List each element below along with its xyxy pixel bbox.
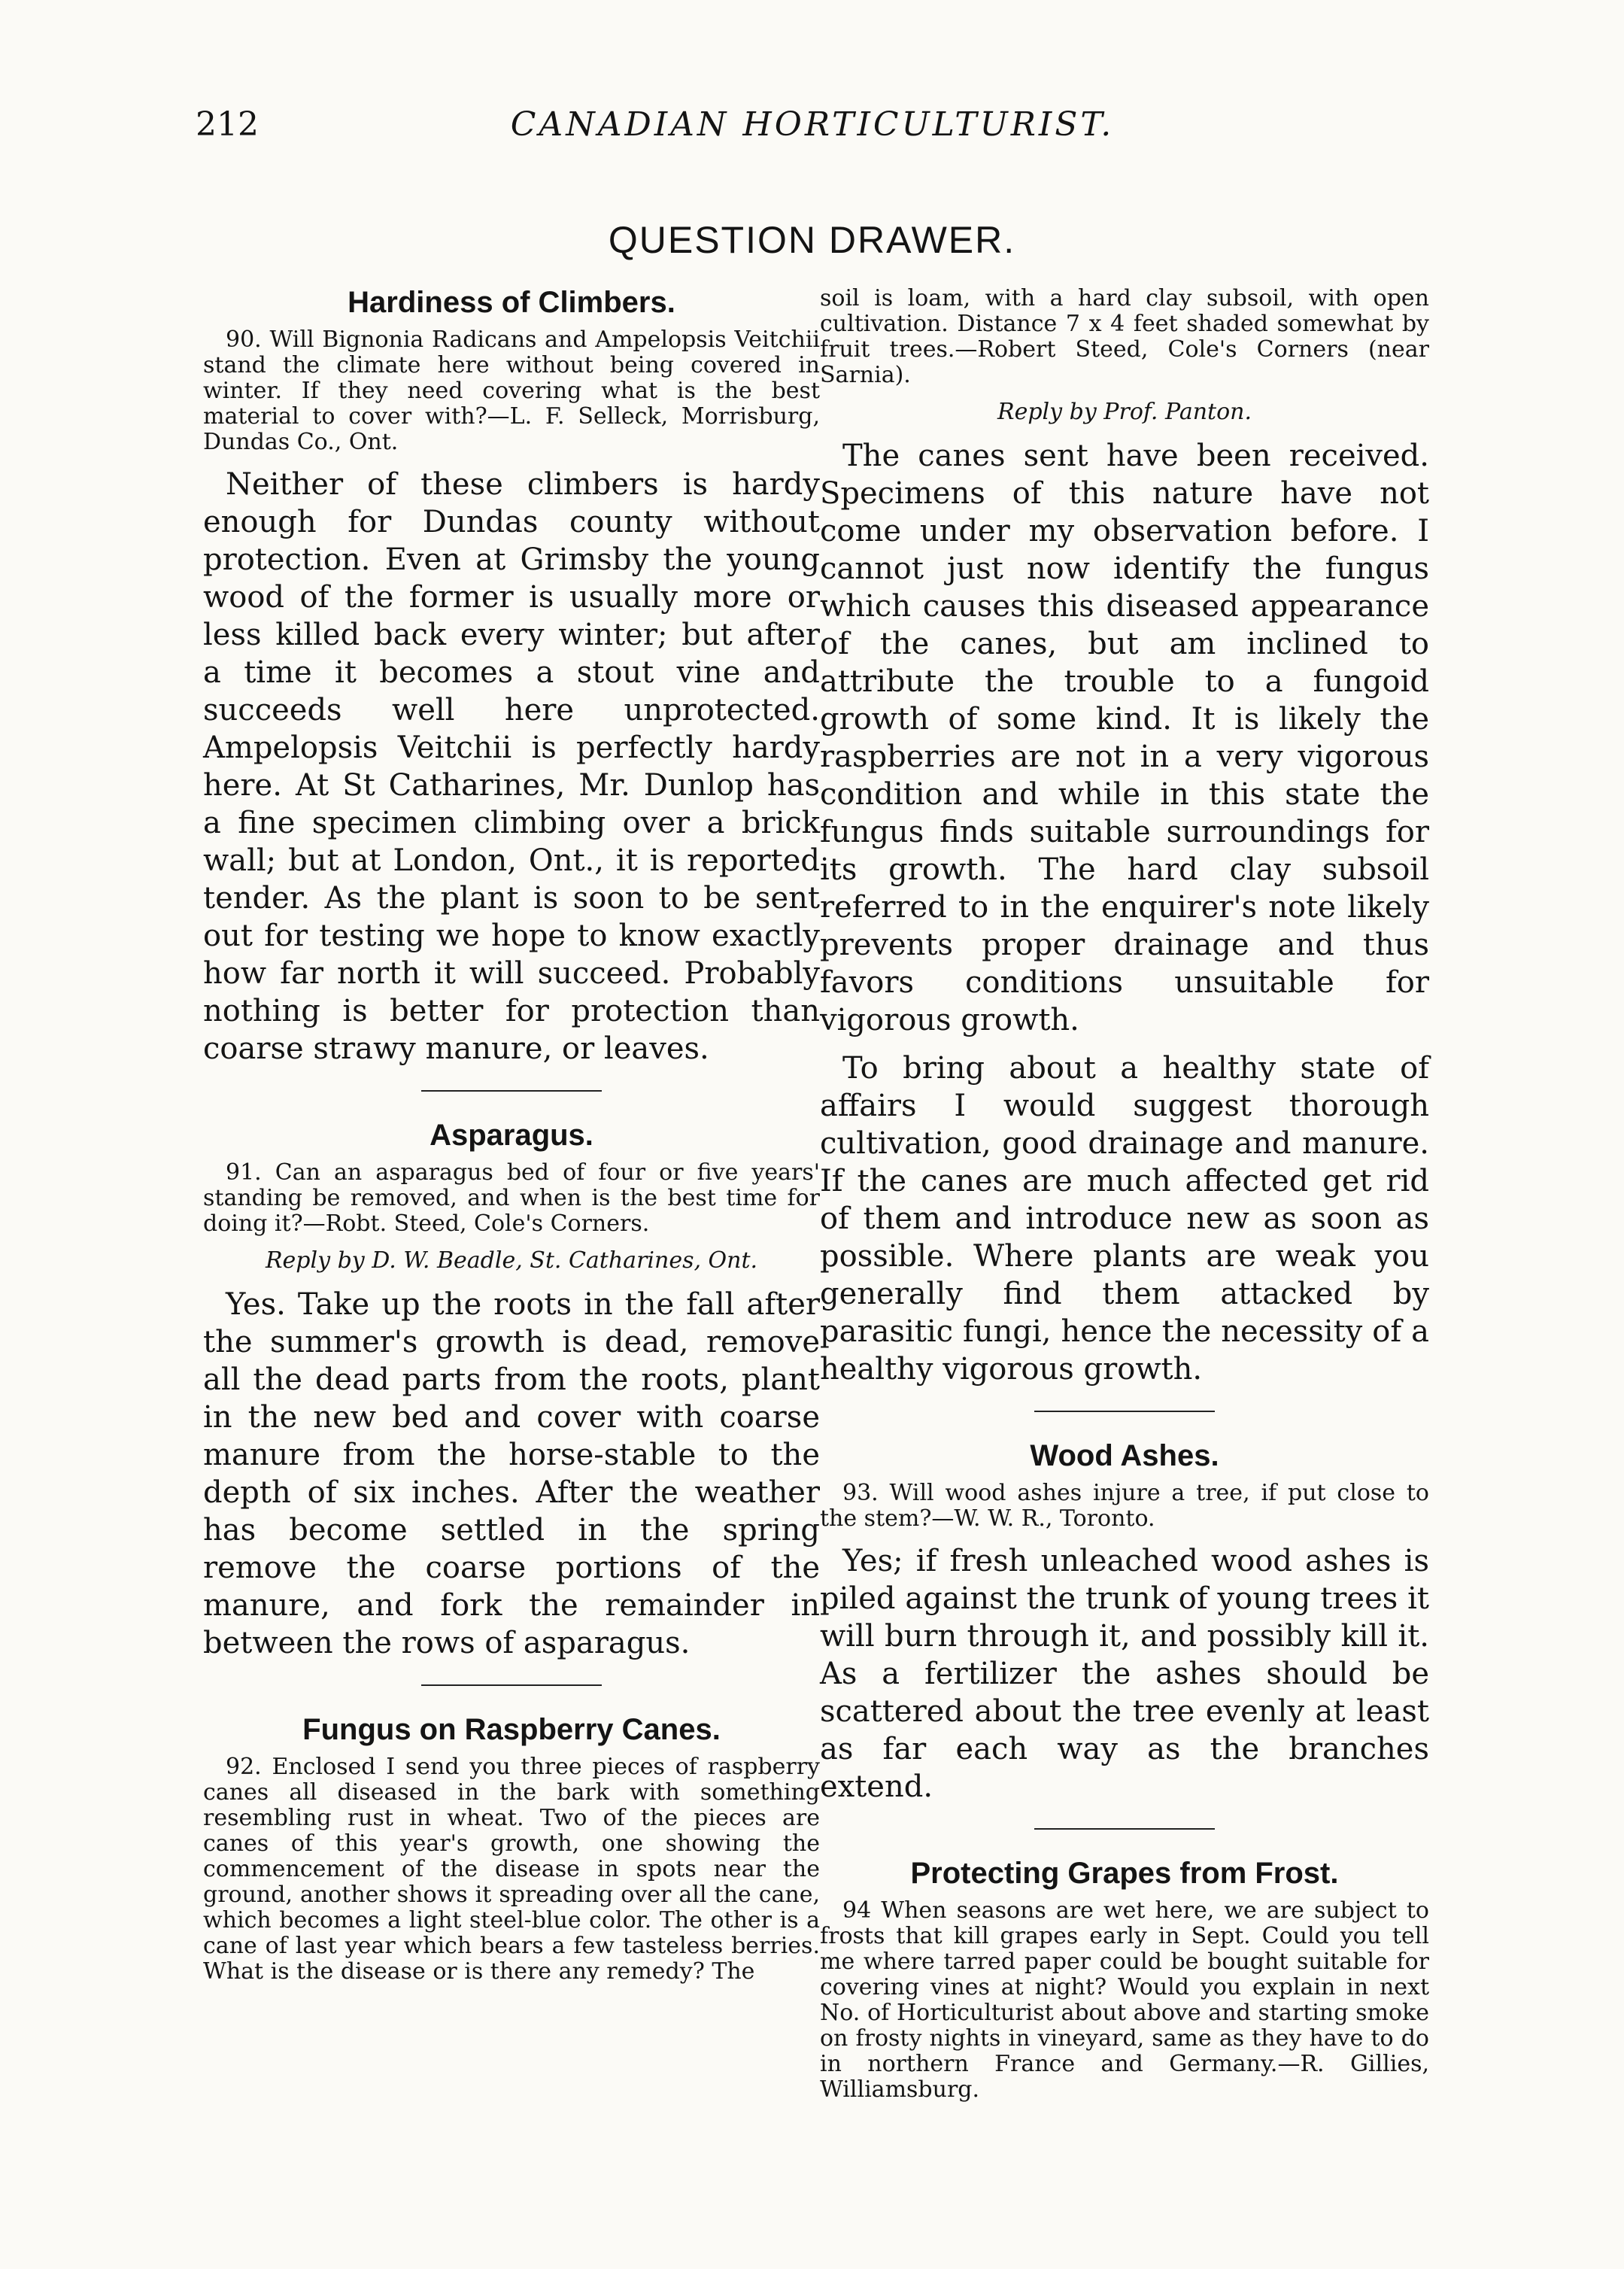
query-90: 90. Will Bignonia Radicans and Ampelopsis Veitchii stand the climate here without being covered in winter. If they need covering what is the best material to cover with?—L. F. Selleck, Morrisburg, Dundas Co., Ont. [203, 327, 820, 455]
section-title: QUESTION DRAWER. [608, 219, 1016, 261]
query-91: 91. Can an asparagus bed of four or five years' standing be removed, and when is the best time for doing it?—Robt. Steed, Cole's Corners. [203, 1159, 820, 1237]
page-number: 212 [196, 105, 259, 144]
heading-climbers: Hardiness of Climbers. [348, 286, 675, 319]
answer-91: Yes. Take up the roots in the fall after the summer's growth is dead, remove all the dead parts from the roots, plant in the new bed and cover with coarse manure from the horse-stable to the depth of six inches. After the weather has become settled in the spring remove the coarse portions of the manure, and fork the remainder in between the rows of asparagus. [203, 1287, 820, 1660]
answer-93: Yes; if fresh unleached wood ashes is piled against the trunk of young trees it will burn through it, and possibly kill it. As a fertilizer the ashes should be scattered about the tree evenly at least as far each way as the branches extend. [820, 1544, 1429, 1804]
divider [421, 1090, 602, 1092]
answer-92-para1: The canes sent have been received. Specimens of this nature have not come under my observation before. I cannot just now identify the fungus which causes this diseased appearance of the canes, but am inclined to attribute the trouble to a fungoid growth of some kind. It is likely the raspberries are not in a very vigorous condition and while in this state the fungus finds suitable surroundings for its growth. The hard clay subsoil referred to in the enquirer's note likely prevents proper drainage and thus favors conditions unsuitable for vigorous growth. [820, 439, 1429, 1037]
heading-asparagus: Asparagus. [430, 1119, 593, 1152]
heading-wood-ashes: Wood Ashes. [1030, 1439, 1219, 1472]
query-94: 94 When seasons are wet here, we are subject to frosts that kill grapes early in Sept. Could you tell me where tarred paper could be bought suitable for covering vines at night? Would you explain in next No. of Horticulturist about above and starting smoke on frosty nights in vineyard, same as they have to do in northern France and Germany.—R. Gillies, Williamsburg. [820, 1897, 1429, 2103]
divider [1034, 1828, 1215, 1830]
running-head: CANADIAN HORTICULTURIST. [510, 105, 1115, 144]
query-92-part2: soil is loam, with a hard clay subsoil, with open cultivation. Distance 7 x 4 feet shaded somewhat by fruit trees.—Robert Steed, Cole's Corners (near Sarnia). [820, 285, 1429, 388]
query-92-part1: 92. Enclosed I send you three pieces of raspberry canes all diseased in the bark with something resembling rust in wheat. Two of the pieces are canes of this year's growth, one showing the commencement of the disease in spots near the ground, another shows it spreading over all the cane, which becomes a light steel-blue color. The other is a cane of last year which bears a few tasteless berries. What is the disease or is there any remedy? The [203, 1754, 820, 1985]
query-93: 93. Will wood ashes injure a tree, if put close to the stem?—W. W. R., Toronto. [820, 1480, 1429, 1532]
answer-90: Neither of these climbers is hardy enough for Dundas county without protection. Even at Grimsby the young wood of the former is usually more or less killed back every winter; but after a time it becomes a stout vine and succeeds well here unprotected. Ampelopsis Veitchii is perfectly hardy here. At St Catharines, Mr. Dunlop has a fine specimen climbing over a brick wall; but at London, Ont., it is reported tender. As the plant is soon to be sent out for testing we hope to know exactly how far north it will succeed. Probably nothing is better for protection than coarse strawy manure, or leaves. [203, 467, 820, 1066]
answer-92-para2: To bring about a healthy state of affairs I would suggest thorough cultivation, good drainage and manure. If the canes are much affected get rid of them and introduce new as soon as possible. Where plants are weak you generally find them attacked by parasitic fungi, hence the necessity of a healthy vigorous growth. [820, 1051, 1429, 1387]
reply-byline-92: Reply by Prof. Panton. [997, 399, 1252, 425]
divider [1034, 1411, 1215, 1412]
right-column [820, 286, 1429, 2113]
heading-grapes: Protecting Grapes from Frost. [910, 1857, 1339, 1890]
reply-byline-91: Reply by D. W. Beadle, St. Catharines, Ont. [265, 1247, 758, 1274]
page-header [196, 105, 1429, 166]
divider [421, 1684, 602, 1686]
heading-fungus: Fungus on Raspberry Canes. [302, 1713, 721, 1746]
left-column [203, 286, 820, 1995]
